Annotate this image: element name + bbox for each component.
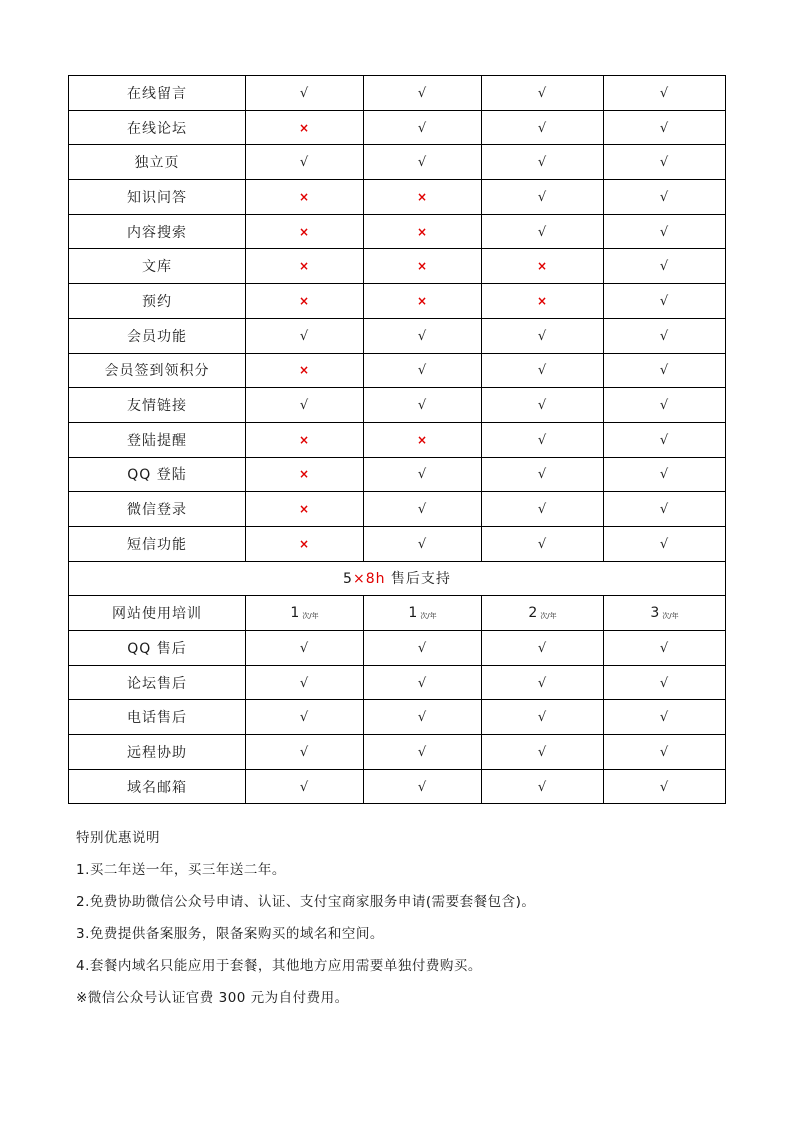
- row-label: 会员功能: [69, 318, 246, 353]
- support-header-row: [69, 561, 726, 596]
- plan-cell: [246, 665, 364, 700]
- plan-cell: [246, 769, 364, 804]
- check-mark: √: [659, 155, 670, 171]
- check-mark: √: [537, 536, 548, 552]
- note-item: 4.套餐内域名只能应用于套餐，其他地方应用需要单独付费购买。: [76, 958, 482, 974]
- plan-cell: [482, 735, 604, 770]
- check-mark: √: [537, 640, 548, 656]
- check-mark: √: [537, 432, 548, 448]
- plan-cell: [482, 318, 604, 353]
- check-mark: √: [417, 536, 428, 552]
- check-mark: √: [659, 293, 670, 309]
- check-mark: √: [659, 259, 670, 275]
- check-mark: √: [659, 779, 670, 795]
- plan-cell: [364, 214, 482, 249]
- note-item: 1.买二年送一年，买三年送二年。: [76, 862, 286, 878]
- plan-cell: [482, 353, 604, 388]
- check-mark: √: [417, 363, 428, 379]
- check-mark: √: [417, 502, 428, 518]
- plan-cell: [604, 526, 726, 561]
- plan-cell: [482, 665, 604, 700]
- check-mark: √: [537, 155, 548, 171]
- note-item: ※微信公众号认证官费 300 元为自付费用。: [76, 990, 349, 1006]
- row-label: 网站使用培训: [69, 596, 246, 631]
- training-unit: 次/年: [662, 612, 679, 621]
- row-label: 知识问答: [69, 180, 246, 215]
- plan-cell: [246, 214, 364, 249]
- plan-cell: [246, 526, 364, 561]
- plan-cell: [604, 353, 726, 388]
- plan-cell: [364, 110, 482, 145]
- plan-cell: [604, 700, 726, 735]
- plan-cell: [604, 769, 726, 804]
- table-row: [69, 249, 726, 284]
- row-label: 内容搜索: [69, 214, 246, 249]
- plan-cell: [482, 492, 604, 527]
- notes-title: 特别优惠说明: [76, 830, 160, 846]
- plan-cell: [604, 388, 726, 423]
- plan-cell: [482, 284, 604, 319]
- check-mark: √: [659, 675, 670, 691]
- check-mark: √: [537, 779, 548, 795]
- check-mark: √: [537, 363, 548, 379]
- check-mark: √: [417, 120, 428, 136]
- check-mark: √: [417, 710, 428, 726]
- check-mark: √: [299, 675, 310, 691]
- table-row: [69, 735, 726, 770]
- plan-cell: [482, 249, 604, 284]
- row-label: 微信登录: [69, 492, 246, 527]
- check-mark: √: [659, 502, 670, 518]
- cross-mark: ×: [298, 293, 311, 308]
- check-mark: √: [417, 675, 428, 691]
- cross-mark: ×: [298, 363, 311, 378]
- training-count: 1: [290, 605, 301, 622]
- row-label: 电话售后: [69, 700, 246, 735]
- check-mark: √: [299, 328, 310, 344]
- plan-cell: [364, 735, 482, 770]
- table-row: [69, 700, 726, 735]
- plan-cell: [604, 735, 726, 770]
- check-mark: √: [537, 224, 548, 240]
- check-mark: √: [299, 779, 310, 795]
- table-row: [69, 284, 726, 319]
- plan-cell: [482, 457, 604, 492]
- note-item: 2.免费协助微信公众号申请、认证、支付宝商家服务申请(需要套餐包含)。: [76, 894, 536, 910]
- row-label: QQ 登陆: [69, 457, 246, 492]
- training-count: 2: [528, 605, 539, 622]
- plan-cell: [246, 284, 364, 319]
- plan-cell: [482, 76, 604, 111]
- note-item: 3.免费提供备案服务，限备案购买的域名和空间。: [76, 926, 384, 942]
- check-mark: √: [299, 710, 310, 726]
- plan-cell: [482, 422, 604, 457]
- plan-cell: [604, 145, 726, 180]
- plan-cell: [364, 180, 482, 215]
- plan-cell: [482, 214, 604, 249]
- cross-mark: ×: [298, 259, 311, 274]
- cross-mark: ×: [298, 224, 311, 239]
- check-mark: √: [537, 710, 548, 726]
- table-row: [69, 353, 726, 388]
- plan-cell: [482, 180, 604, 215]
- check-mark: √: [299, 85, 310, 101]
- check-mark: √: [299, 398, 310, 414]
- plan-cell: [604, 422, 726, 457]
- training-cell: [364, 596, 482, 631]
- training-cell: [482, 596, 604, 631]
- plan-cell: [246, 422, 364, 457]
- check-mark: √: [659, 744, 670, 760]
- check-mark: √: [537, 502, 548, 518]
- plan-cell: [604, 492, 726, 527]
- check-mark: √: [417, 467, 428, 483]
- table-row: [69, 180, 726, 215]
- check-mark: √: [659, 85, 670, 101]
- training-count: 1: [408, 605, 419, 622]
- plan-cell: [246, 700, 364, 735]
- plan-cell: [482, 388, 604, 423]
- training-unit: 次/年: [540, 612, 557, 621]
- check-mark: √: [417, 779, 428, 795]
- row-label: 短信功能: [69, 526, 246, 561]
- table-row: [69, 492, 726, 527]
- row-label: 论坛售后: [69, 665, 246, 700]
- check-mark: √: [537, 467, 548, 483]
- plan-cell: [246, 318, 364, 353]
- row-label: 文库: [69, 249, 246, 284]
- plan-cell: [246, 110, 364, 145]
- check-mark: √: [659, 467, 670, 483]
- cross-mark: ×: [416, 189, 429, 204]
- check-mark: √: [417, 744, 428, 760]
- plan-cell: [364, 388, 482, 423]
- check-mark: √: [659, 398, 670, 414]
- check-mark: √: [659, 432, 670, 448]
- table-row: [69, 526, 726, 561]
- support-header: [69, 561, 726, 596]
- plan-cell: [246, 735, 364, 770]
- plan-cell: [246, 76, 364, 111]
- plan-cell: [246, 631, 364, 666]
- check-mark: √: [537, 85, 548, 101]
- check-mark: √: [417, 398, 428, 414]
- table-row: [69, 422, 726, 457]
- plan-cell: [364, 631, 482, 666]
- check-mark: √: [537, 120, 548, 136]
- check-mark: √: [417, 85, 428, 101]
- plan-cell: [482, 145, 604, 180]
- plan-cell: [604, 631, 726, 666]
- cross-mark: ×: [416, 259, 429, 274]
- row-label: 预约: [69, 284, 246, 319]
- row-label: 在线留言: [69, 76, 246, 111]
- plan-cell: [364, 284, 482, 319]
- row-label: QQ 售后: [69, 631, 246, 666]
- plan-cell: [364, 665, 482, 700]
- plan-cell: [246, 457, 364, 492]
- plan-cell: [364, 769, 482, 804]
- plan-cell: [604, 76, 726, 111]
- cross-mark: ×: [298, 432, 311, 447]
- cross-mark: ×: [298, 536, 311, 551]
- table-row: [69, 145, 726, 180]
- cross-mark: ×: [298, 189, 311, 204]
- check-mark: √: [659, 328, 670, 344]
- row-label: 域名邮箱: [69, 769, 246, 804]
- plan-cell: [364, 76, 482, 111]
- plan-cell: [364, 249, 482, 284]
- table-row: [69, 457, 726, 492]
- plan-cell: [364, 353, 482, 388]
- table-row: [69, 214, 726, 249]
- plan-cell: [246, 249, 364, 284]
- check-mark: √: [659, 189, 670, 205]
- table-row: [69, 769, 726, 804]
- plan-cell: [246, 492, 364, 527]
- table-row: [69, 76, 726, 111]
- row-label: 登陆提醒: [69, 422, 246, 457]
- cross-mark: ×: [416, 432, 429, 447]
- table-row: [69, 665, 726, 700]
- row-label: 独立页: [69, 145, 246, 180]
- plan-cell: [604, 214, 726, 249]
- plan-cell: [482, 700, 604, 735]
- plan-cell: [604, 318, 726, 353]
- check-mark: √: [299, 640, 310, 656]
- table-row: [69, 388, 726, 423]
- training-row: [69, 596, 726, 631]
- training-unit: 次/年: [420, 612, 437, 621]
- plan-cell: [364, 492, 482, 527]
- check-mark: √: [659, 640, 670, 656]
- feature-comparison-table: [68, 75, 726, 804]
- plan-cell: [482, 631, 604, 666]
- training-unit: 次/年: [302, 612, 319, 621]
- check-mark: √: [659, 710, 670, 726]
- check-mark: √: [537, 675, 548, 691]
- cross-mark: ×: [536, 293, 549, 308]
- check-mark: √: [537, 744, 548, 760]
- check-mark: √: [299, 744, 310, 760]
- plan-cell: [604, 665, 726, 700]
- check-mark: √: [417, 155, 428, 171]
- table-row: [69, 110, 726, 145]
- check-mark: √: [417, 640, 428, 656]
- plan-cell: [246, 388, 364, 423]
- check-mark: √: [659, 363, 670, 379]
- cross-mark: ×: [416, 293, 429, 308]
- row-label: 在线论坛: [69, 110, 246, 145]
- support-title: 售后支持: [385, 571, 451, 588]
- plan-cell: [604, 180, 726, 215]
- row-label: 会员签到领积分: [69, 353, 246, 388]
- support-days: 5: [343, 571, 353, 588]
- plan-cell: [604, 457, 726, 492]
- check-mark: √: [659, 536, 670, 552]
- plan-cell: [482, 110, 604, 145]
- check-mark: √: [659, 224, 670, 240]
- check-mark: √: [659, 120, 670, 136]
- table-row: [69, 318, 726, 353]
- plan-cell: [604, 284, 726, 319]
- plan-cell: [364, 526, 482, 561]
- row-label: 友情链接: [69, 388, 246, 423]
- support-hours: ×8h: [352, 571, 386, 588]
- cross-mark: ×: [298, 502, 311, 517]
- training-cell: [604, 596, 726, 631]
- row-label: 远程协助: [69, 735, 246, 770]
- check-mark: √: [537, 328, 548, 344]
- check-mark: √: [537, 189, 548, 205]
- special-offer-notes: [76, 822, 756, 1014]
- plan-cell: [604, 110, 726, 145]
- table-row: [69, 631, 726, 666]
- plan-cell: [364, 422, 482, 457]
- check-mark: √: [299, 155, 310, 171]
- cross-mark: ×: [536, 259, 549, 274]
- cross-mark: ×: [298, 467, 311, 482]
- plan-cell: [604, 249, 726, 284]
- plan-cell: [482, 526, 604, 561]
- cross-mark: ×: [298, 120, 311, 135]
- training-count: 3: [650, 605, 661, 622]
- plan-cell: [364, 145, 482, 180]
- check-mark: √: [417, 328, 428, 344]
- plan-cell: [364, 457, 482, 492]
- plan-cell: [246, 180, 364, 215]
- plan-cell: [246, 353, 364, 388]
- plan-cell: [246, 145, 364, 180]
- plan-cell: [482, 769, 604, 804]
- check-mark: √: [537, 398, 548, 414]
- plan-cell: [364, 318, 482, 353]
- training-cell: [246, 596, 364, 631]
- plan-cell: [364, 700, 482, 735]
- cross-mark: ×: [416, 224, 429, 239]
